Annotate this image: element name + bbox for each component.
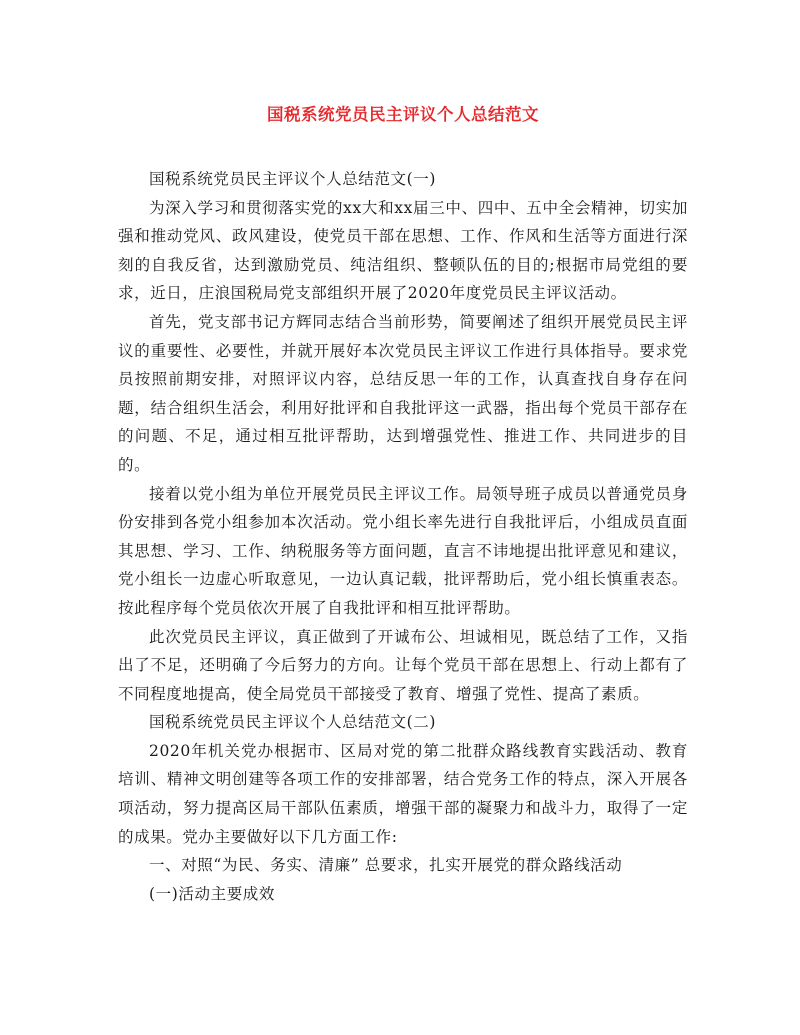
document-title: 国税系统党员民主评议个人总结范文 [267,105,539,124]
paragraph: 接着以党小组为单位开展党员民主评议工作。局领导班子成员以普通党员身份安排到各党小组参加本次活动。党小组长率先进行自我批评后，小组成员直面其思想、学习、工作、纳税服务等方面问题，直言不讳地提出批评意见和建议，党小组长一边虚心听取意见，一边认真记载，批评帮助后，党小组长慎重表态。按此程序每个党员依次开展了自我批评和相互批评帮助。 [118,484,688,617]
document-body [118,165,688,908]
document-page [118,0,688,1035]
subheading: 一、对照“为民、务实、清廉” 总要求，扎实开展党的群众路线活动 [149,856,623,875]
subheading: (一)活动主要成效 [149,884,275,903]
paragraph: 为深入学习和贯彻落实党的xx大和xx届三中、四中、五中全会精神，切实加强和推动党风、政风建设，使党员干部在思想、工作、作风和生活等方面进行深刻的自我反省，达到激励党员、纯洁组织、整顿队伍的目的;根据市局党组的要求，近日，庄浪国税局党支部组织开展了2020年度党员民主评议活动。 [118,198,688,303]
paragraph: 此次党员民主评议，真正做到了开诚布公、坦诚相见，既总结了工作，又指出了不足，还明确了今后努力的方向。让每个党员干部在思想上、行动上都有了不同程度地提高，使全局党员干部接受了教育、增强了党性、提高了素质。 [118,627,688,703]
section-heading-2: 国税系统党员民主评议个人总结范文(二) [149,713,436,732]
paragraph: 首先，党支部书记方辉同志结合当前形势，简要阐述了组织开展党员民主评议的重要性、必要性，并就开展好本次党员民主评议工作进行具体指导。要求党员按照前期安排，对照评议内容，总结反思一年的工作，认真查找自身存在问题，结合组织生活会，利用好批评和自我批评这一武器，指出每个党员干部存在的问题、不足，通过相互批评帮助，达到增强党性、推进工作、共同进步的目的。 [118,312,688,474]
section-heading-1: 国税系统党员民主评议个人总结范文(一) [149,170,436,188]
paragraph: 2020年机关党办根据市、区局对党的第二批群众路线教育实践活动、教育培训、精神文明创建等各项工作的安排部署，结合党务工作的特点，深入开展各项活动，努力提高区局干部队伍素质，增强干部的凝聚力和战斗力，取得了一定的成果。党办主要做好以下几方面工作: [118,741,688,846]
